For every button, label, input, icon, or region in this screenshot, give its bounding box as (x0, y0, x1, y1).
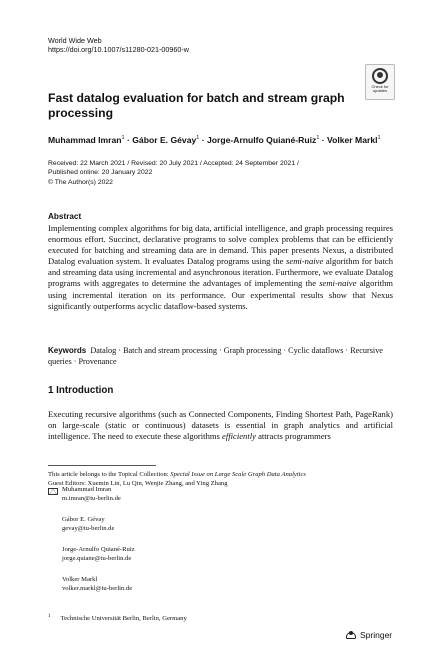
author-name[interactable]: Muhammad Imran (48, 134, 122, 145)
affiliation-text: Technische Universität Berlin, Berlin, Germany (60, 615, 187, 623)
publisher-name: Springer (360, 630, 393, 640)
keywords-label: Keywords (48, 346, 87, 355)
author-affil: 1 (316, 135, 320, 141)
abstract-text (48, 223, 393, 312)
keywords-text: Datalog · Batch and stream processing · Graph processing · Cyclic dataflows · Recursive queries · Provenance (48, 346, 383, 366)
collection-prefix: This article belongs to the Topical Collection: (48, 471, 171, 478)
abstract-part: algorithm using incremental iteration on its performance. Our experimental results show that Nexus significantly outperforms acyclic dataflow-based systems. (48, 278, 393, 311)
contact-email[interactable]: volker.markl@tu-berlin.de (62, 584, 133, 592)
contact-email[interactable]: jorge.quiane@tu-berlin.de (62, 554, 132, 562)
publisher-logo (346, 630, 392, 640)
author-name[interactable]: Jorge-Arnulfo Quiané-Ruiz (206, 134, 317, 145)
affiliation-number: 1 (48, 614, 51, 619)
intro-part: attracts programmers (255, 431, 331, 442)
doi-link[interactable]: https://doi.org/10.1007/s11280-021-00960-w (48, 45, 189, 54)
journal-name: World Wide Web (48, 36, 102, 45)
check-for-updates-icon (372, 68, 388, 84)
author-name[interactable]: Volker Markl (327, 134, 378, 145)
history-dates: Received: 22 March 2021 / Revised: 20 July 2021 / Accepted: 24 September 2021 / (48, 160, 299, 167)
guest-editors: Guest Editors: Xuemin Lin, Lu Qin, Wenjie Zhang, and Ying Zhang (48, 480, 228, 487)
author-affil: 1 (196, 135, 200, 141)
check-for-updates-badge[interactable] (365, 64, 395, 100)
section-heading-introduction: 1 Introduction (48, 385, 114, 396)
envelope-icon (48, 488, 58, 495)
copyright: © The Author(s) 2022 (48, 178, 113, 186)
contact-name: Muhammad Imran (62, 486, 112, 493)
contact-name: Volker Markl (62, 576, 98, 583)
author-name[interactable]: Gábor E. Gévay (132, 134, 197, 145)
abstract-heading: Abstract (48, 212, 82, 221)
affiliation (48, 613, 187, 623)
author-list: Muhammad Imran$^1$ · Gábor E. Gévay$^1$ · Jorge-Arnulfo Quiané-Ruiz$^1$ · Volker Markl$^1$ (48, 134, 381, 145)
author-affil: 1 (121, 135, 125, 141)
abstract-part: Implementing complex algorithms for big data, artificial intelligence, and graph processing requires enormous effort. Succinct, declarative programs to solve complex problems that can be efficiently executed for batching and streaming data are in demand. This paper presents Nexus, a distributed Datalog evaluation system. It evaluates Datalog programs using the (48, 223, 393, 267)
keywords (48, 345, 398, 367)
contact-name: Jorge-Arnulfo Quiané-Ruiz (62, 546, 135, 553)
article-dates (48, 159, 299, 187)
badge-line2: updates (372, 88, 388, 94)
badge-line1: Check for (371, 84, 389, 89)
springer-horse-icon (346, 631, 357, 640)
contact-email[interactable]: m.imran@tu-berlin.de (62, 494, 121, 502)
abstract-emphasis: semi-naive (286, 256, 324, 267)
footnote-divider (48, 465, 156, 466)
contact-email[interactable]: gevay@tu-berlin.de (62, 524, 115, 532)
paper-title: Fast datalog evaluation for batch and stream graph processing (48, 91, 345, 120)
collection-name: Special Issue on Large Scale Graph Data Analytics (170, 471, 306, 478)
abstract-emphasis: semi-naive (319, 278, 357, 289)
published-date: Published online: 20 January 2022 (48, 169, 153, 177)
intro-part: Executing recursive algorithms (such as Connected Components, Finding Shortest Path, PageRank) on large-scale (static or continuous) datasets is essential in graph analytics and artificial intelligence. The need to execute these algorithms (48, 409, 393, 442)
contact-name: Gábor E. Gévay (62, 516, 105, 523)
author-affil: 1 (377, 135, 381, 141)
introduction-text (48, 409, 393, 442)
intro-emphasis: efficiently (222, 431, 256, 442)
abstract-part: algorithm for batch and streaming data using incremental and asynchronous iteration. Furthermore, we evaluate Datalog programs with aggregates to determine the advantages of implementing the (48, 256, 393, 289)
